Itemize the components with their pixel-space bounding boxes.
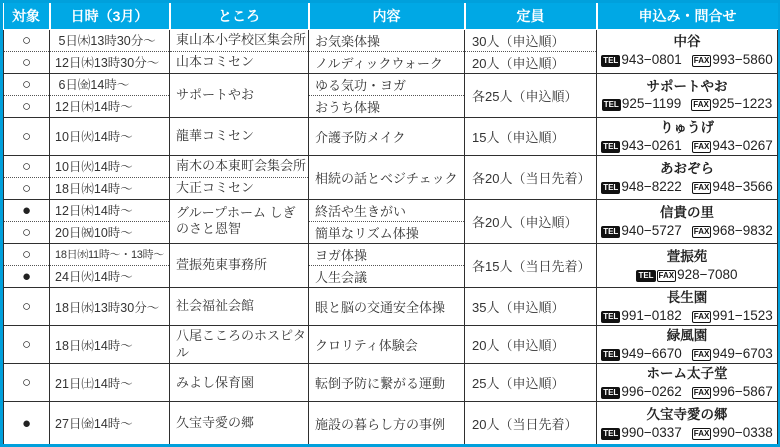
tel-icon: TEL [603, 428, 619, 438]
table-row [4, 287, 778, 325]
contact-phone [599, 52, 775, 68]
place-cell: 久宝寺愛の郷 [170, 402, 309, 444]
tel-icon: TEL [603, 388, 619, 398]
target-mark: ○ [4, 29, 50, 51]
contact-cell [597, 155, 778, 199]
target-mark: ○ [4, 287, 50, 325]
capacity-cell: 20人（申込順） [465, 51, 597, 73]
contact-cell [597, 402, 778, 444]
tel-number: 991−0182 [621, 307, 682, 323]
target-mark: ○ [4, 51, 50, 73]
content-cell: 人生会議 [309, 265, 465, 287]
target-mark: ○ [4, 221, 50, 243]
contact-cell [597, 199, 778, 243]
table-row [4, 29, 778, 51]
capacity-cell: 15人（申込順） [465, 117, 597, 155]
date-cell: 27日㈮14時～ [50, 402, 170, 444]
place-cell: 東山本小学校区集会所 [170, 29, 309, 51]
fax-icon: FAX [693, 141, 710, 151]
contact-phone [599, 384, 775, 400]
table-row [4, 117, 778, 155]
fax-number: 991−1523 [712, 307, 773, 323]
contact-name: 信貴の里 [660, 204, 714, 220]
target-mark: ○ [4, 177, 50, 199]
contact-name: ホーム太子堂 [646, 366, 728, 382]
tel-icon: TEL [603, 100, 619, 110]
contact-name: あおぞら [660, 160, 714, 176]
col-header-place: ところ [170, 3, 309, 29]
fax-icon: FAX [658, 270, 675, 280]
date-cell: 18日㈬14時～ [50, 177, 170, 199]
contact-cell [597, 29, 778, 73]
fax-number: 943−0267 [712, 137, 773, 153]
table-row [4, 326, 778, 364]
place-cell: 萱振苑東事務所 [170, 243, 309, 287]
date-cell: 18日㈬11時～・13時～ [50, 243, 170, 265]
contact-name: 中谷 [673, 34, 701, 50]
tel-icon: TEL [603, 182, 619, 192]
fax-number: 996−5867 [712, 384, 773, 400]
fax-icon: FAX [693, 388, 710, 398]
target-mark: ○ [4, 117, 50, 155]
table-row [4, 402, 778, 444]
table-row [4, 243, 778, 265]
capacity-cell: 各20人（当日先着） [465, 155, 597, 199]
tel-number: 943−0801 [621, 52, 682, 68]
target-mark: ○ [4, 155, 50, 177]
contact-name: 長生園 [666, 289, 708, 305]
fax-number: 948−3566 [712, 178, 773, 194]
content-cell: ノルディックウォーク [309, 51, 465, 73]
date-cell: 12日㈭13時30分～ [50, 51, 170, 73]
target-mark: ○ [4, 243, 50, 265]
contact-cell [597, 326, 778, 364]
capacity-cell: 25人（申込順） [465, 364, 597, 402]
col-header-capacity: 定員 [465, 3, 597, 29]
date-cell: 12日㈭14時～ [50, 95, 170, 117]
content-cell: 転倒予防に繋がる運動 [309, 364, 465, 402]
tel-icon: TEL [603, 350, 619, 360]
tel-number: 940−5727 [621, 222, 682, 238]
content-cell: 介護予防メイク [309, 117, 465, 155]
header-row [4, 3, 778, 29]
fax-icon: FAX [693, 226, 710, 236]
table-row [4, 199, 778, 221]
contact-phone [599, 425, 775, 441]
target-mark: ● [4, 265, 50, 287]
contact-phone [599, 138, 775, 154]
capacity-cell: 20人（申込順） [465, 326, 597, 364]
tel-icon: TEL [603, 141, 619, 151]
date-cell: 18日㈬13時30分～ [50, 287, 170, 325]
fax-number: 993−5860 [712, 52, 773, 68]
target-mark: ○ [4, 73, 50, 95]
tel-number: 996−0262 [621, 384, 682, 400]
place-cell: 大正コミセン [170, 177, 309, 199]
target-mark: ○ [4, 364, 50, 402]
table-row [4, 364, 778, 402]
tel-icon: TEL [603, 311, 619, 321]
capacity-cell: 30人（申込順） [465, 29, 597, 51]
fax-icon: FAX [693, 100, 709, 110]
table-row [4, 155, 778, 177]
date-cell: 12日㈭14時～ [50, 199, 170, 221]
place-cell: 社会福祉会館 [170, 287, 309, 325]
contact-name: 緑風園 [666, 328, 708, 344]
date-cell: 24日㈫14時～ [50, 265, 170, 287]
fax-number: 949−6703 [712, 346, 773, 362]
capacity-cell: 各25人（申込順） [465, 73, 597, 117]
content-cell: 終活や生きがい [309, 199, 465, 221]
contact-cell [597, 243, 778, 287]
fax-number: 990−0338 [712, 424, 773, 440]
telfax-number: 928−7080 [677, 266, 738, 282]
place-cell: サポートやお [170, 73, 309, 117]
contact-name: 萱振苑 [666, 248, 708, 264]
capacity-cell: 20人（当日先着） [465, 402, 597, 444]
content-cell: 施設の暮らし方の事例 [309, 402, 465, 444]
target-mark: ● [4, 402, 50, 444]
contact-name: サポートやお [646, 78, 728, 94]
content-cell: お気楽体操 [309, 29, 465, 51]
target-mark: ○ [4, 95, 50, 117]
place-cell: 山本コミセン [170, 51, 309, 73]
place-cell: みよし保育園 [170, 364, 309, 402]
tel-icon: TEL [603, 226, 619, 236]
col-header-contact: 申込み・問合せ [597, 3, 778, 29]
date-cell: 21日㈯14時～ [50, 364, 170, 402]
place-cell: グループホーム しぎのさと恩智 [170, 199, 309, 243]
date-cell: 10日㈫14時～ [50, 117, 170, 155]
place-cell: 南木の本東町会集会所 [170, 155, 309, 177]
fax-icon: FAX [693, 350, 710, 360]
contact-phone [599, 346, 775, 362]
date-cell: 20日㈷10時～ [50, 221, 170, 243]
contact-phone [599, 267, 775, 283]
capacity-cell: 35人（申込順） [465, 287, 597, 325]
date-cell: 6日㈮14時～ [50, 73, 170, 95]
fax-icon: FAX [693, 311, 710, 321]
contact-name: りゅうげ [660, 119, 714, 135]
fax-icon: FAX [693, 428, 710, 438]
place-cell: 龍華コミセン [170, 117, 309, 155]
contact-cell [597, 117, 778, 155]
tel-icon: TEL [638, 270, 654, 280]
content-cell: 相続の話とベジチェック [309, 155, 465, 199]
tel-number: 948−8222 [621, 178, 682, 194]
content-cell: ゆる気功・ヨガ [309, 73, 465, 95]
tel-icon: TEL [603, 56, 619, 66]
events-table [3, 3, 778, 444]
tel-number: 990−0337 [621, 424, 682, 440]
tel-number: 949−6670 [621, 346, 682, 362]
fax-number: 925−1223 [711, 96, 773, 112]
table-row [4, 73, 778, 95]
contact-phone [599, 223, 775, 239]
contact-cell [597, 364, 778, 402]
contact-phone [599, 308, 775, 324]
target-mark: ○ [4, 326, 50, 364]
contact-cell [597, 73, 778, 117]
contact-cell [597, 287, 778, 325]
fax-icon: FAX [693, 56, 710, 66]
content-cell: クロリティ体験会 [309, 326, 465, 364]
capacity-cell: 各20人（申込順） [465, 199, 597, 243]
content-cell: おうち体操 [309, 95, 465, 117]
contact-phone [599, 96, 775, 112]
content-cell: 眼と脳の交通安全体操 [309, 287, 465, 325]
date-cell: 10日㈫14時～ [50, 155, 170, 177]
tel-number: 925−1199 [621, 96, 682, 112]
fax-number: 968−9832 [712, 222, 773, 238]
capacity-cell: 各15人（当日先着） [465, 243, 597, 287]
contact-name: 久宝寺愛の郷 [646, 406, 728, 422]
col-header-target: 対象 [4, 3, 50, 29]
fax-icon: FAX [693, 182, 710, 192]
tel-number: 943−0261 [621, 137, 682, 153]
place-cell: 八尾こころのホスピタル [170, 326, 309, 364]
date-cell: 5日㈭13時30分～ [50, 29, 170, 51]
col-header-datetime: 日時（3月） [50, 3, 170, 29]
col-header-content: 内容 [309, 3, 465, 29]
contact-phone [599, 179, 775, 195]
date-cell: 18日㈬14時～ [50, 326, 170, 364]
target-mark: ● [4, 199, 50, 221]
content-cell: ヨガ体操 [309, 243, 465, 265]
content-cell: 簡単なリズム体操 [309, 221, 465, 243]
